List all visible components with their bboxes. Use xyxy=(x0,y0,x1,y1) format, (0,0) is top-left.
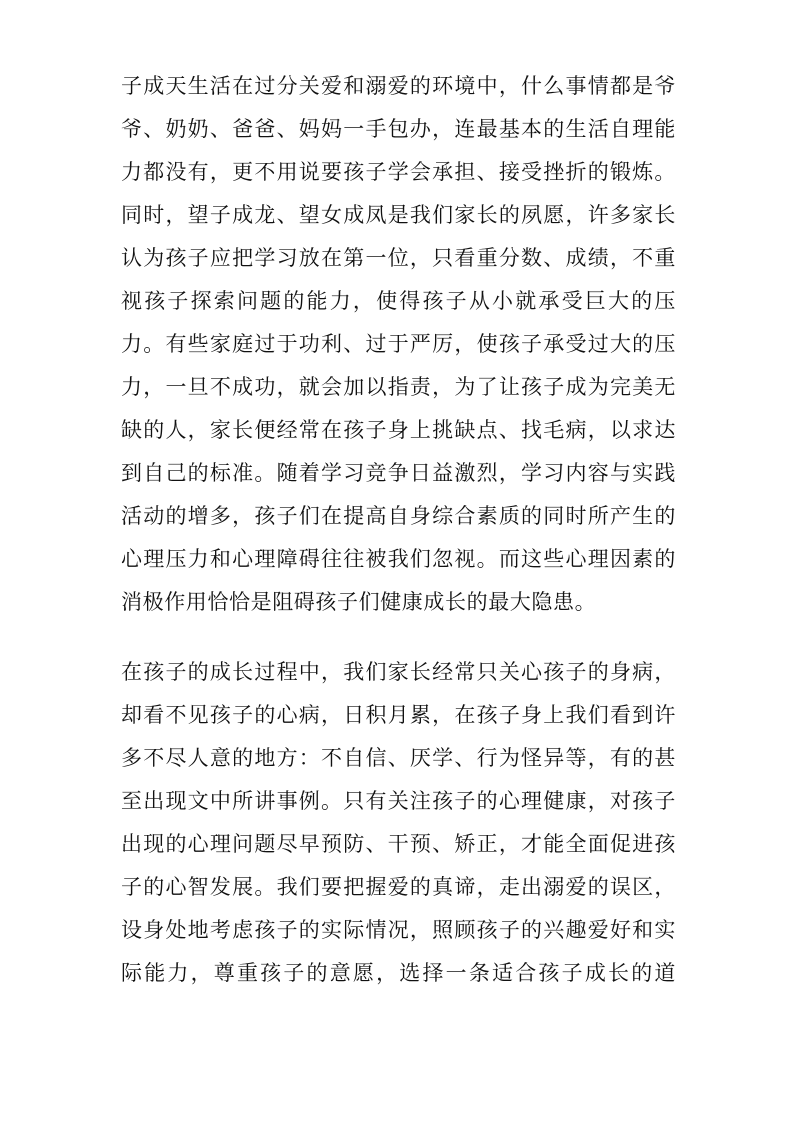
text-line: 力。有些家庭过于功利、过于严厉，使孩子承受过大的压 xyxy=(121,332,676,356)
text-line: 到自己的标准。随着学习竞争日益激烈，学习内容与实践 xyxy=(121,461,676,485)
text-line: 子成天生活在过分关爱和溺爱的环境中，什么事情都是爷 xyxy=(121,74,676,98)
text-line: 活动的增多，孩子们在提高自身综合素质的同时所产生的 xyxy=(121,504,676,528)
text-line: 际能力，尊重孩子的意愿，选择一条适合孩子成长的道 xyxy=(121,961,676,985)
text-line: 视孩子探索问题的能力，使得孩子从小就承受巨大的压 xyxy=(121,289,676,313)
text-line: 缺的人，家长便经常在孩子身上挑缺点、找毛病，以求达 xyxy=(121,418,676,442)
text-line: 力都没有，更不用说要孩子学会承担、接受挫折的锻炼。 xyxy=(121,160,676,184)
text-line: 认为孩子应把学习放在第一位，只看重分数、成绩，不重 xyxy=(121,246,676,270)
text-line: 消极作用恰恰是阻碍孩子们健康成长的最大隐患。 xyxy=(121,590,597,614)
text-line: 在孩子的成长过程中，我们家长经常只关心孩子的身病， xyxy=(121,660,676,684)
text-line: 出现的心理问题尽早预防、干预、矫正，才能全面促进孩 xyxy=(121,832,676,856)
text-line: 设身处地考虑孩子的实际情况，照顾孩子的兴趣爱好和实 xyxy=(121,918,676,942)
text-line: 子的心智发展。我们要把握爱的真谛，走出溺爱的误区， xyxy=(121,875,676,899)
text-line: 心理压力和心理障碍往往被我们忽视。而这些心理因素的 xyxy=(121,547,676,571)
text-line: 多不尽人意的地方：不自信、厌学、行为怪异等，有的甚 xyxy=(121,746,676,770)
text-line: 却看不见孩子的心病，日积月累，在孩子身上我们看到许 xyxy=(121,703,676,727)
text-line: 爷、奶奶、爸爸、妈妈一手包办，连最基本的生活自理能 xyxy=(121,117,676,141)
text-line: 力，一旦不成功，就会加以指责，为了让孩子成为完美无 xyxy=(121,375,676,399)
text-line: 至出现文中所讲事例。只有关注孩子的心理健康，对孩子 xyxy=(121,789,676,813)
text-line: 同时，望子成龙、望女成凤是我们家长的夙愿，许多家长 xyxy=(121,203,676,227)
